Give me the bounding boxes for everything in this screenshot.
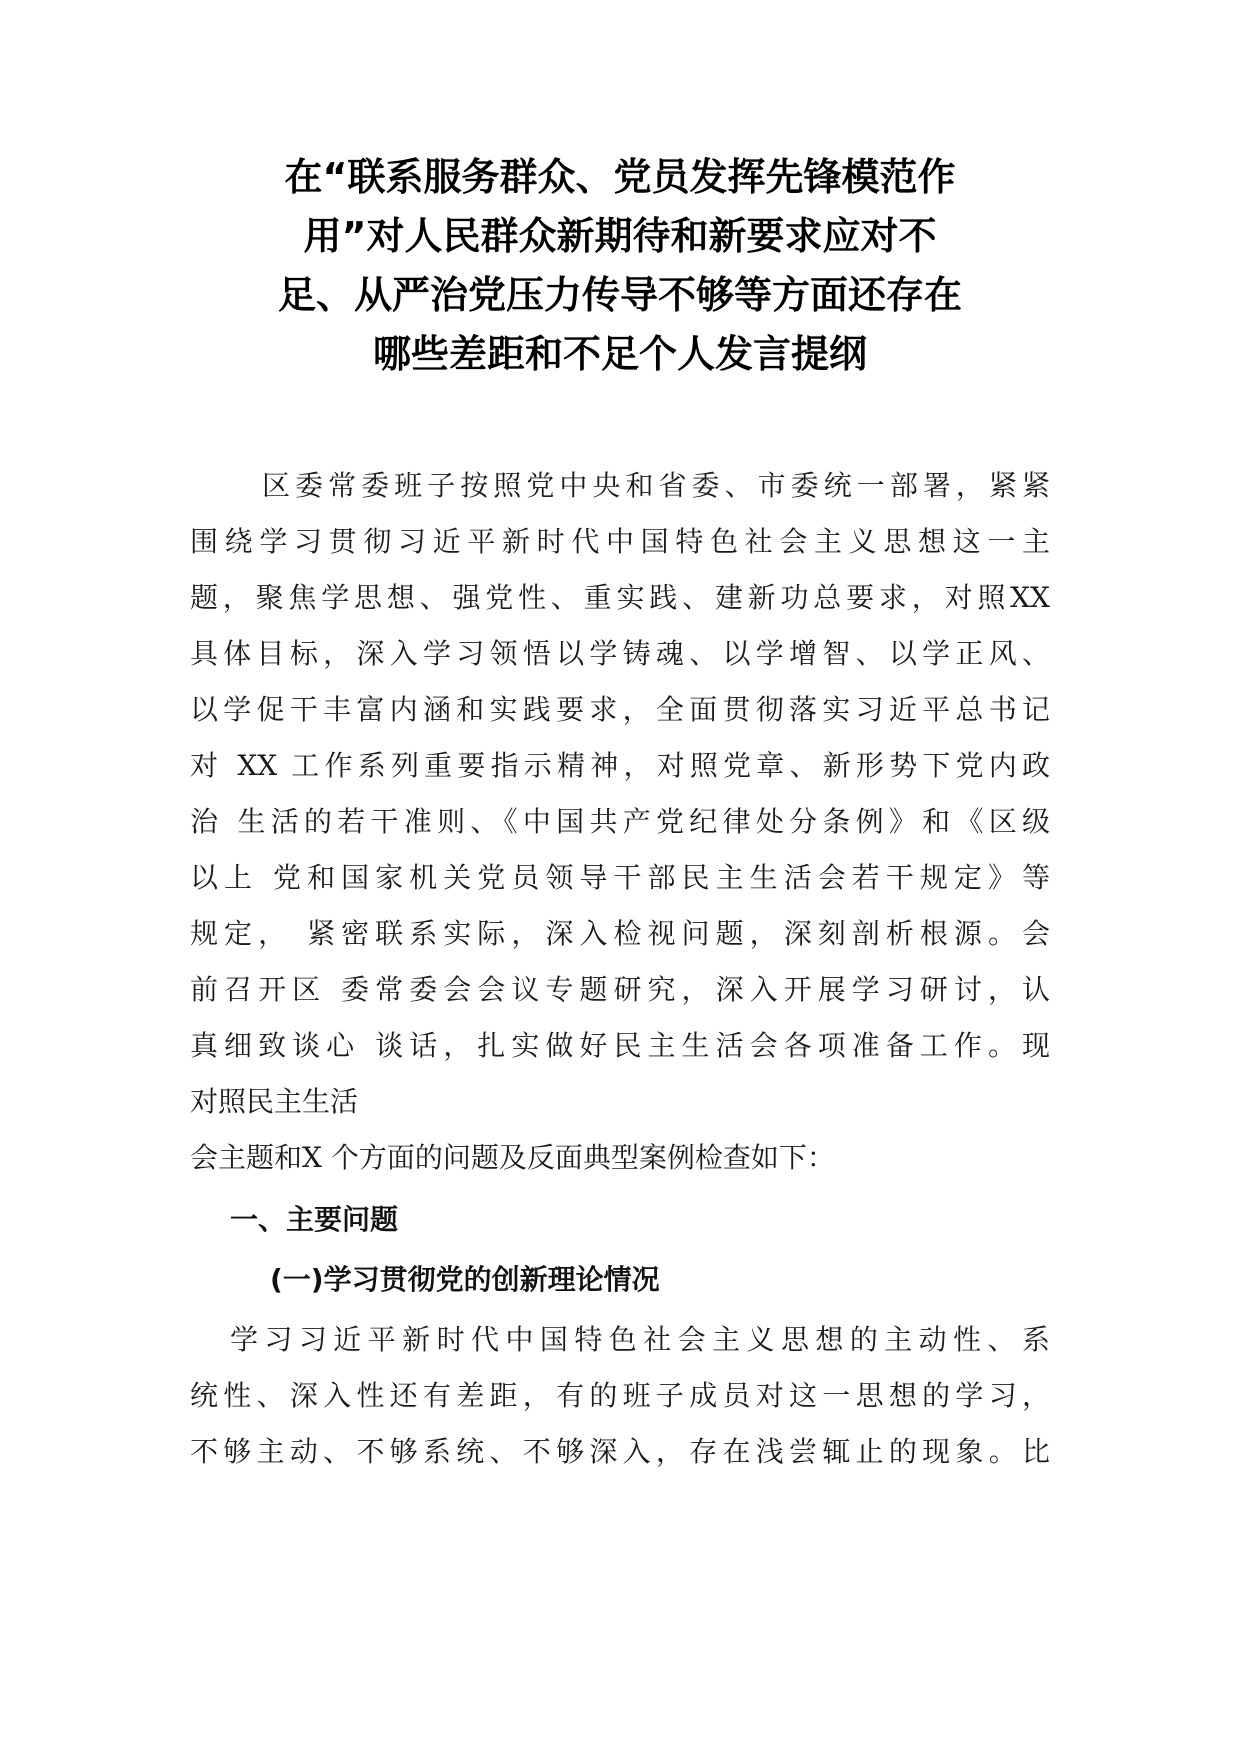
- paragraph-line: 区委常委班子按照党中央和省委、市委统一部署，紧紧: [262, 469, 1050, 502]
- paragraph-line: 对照民主生活: [190, 1085, 359, 1118]
- paragraph-line: 前召开区 委常委会会议专题研究，深入开展学习研讨，认: [190, 973, 1050, 1006]
- paragraph-line: 治 生活的若干准则、《中国共产党纪律处分条例》和《区级: [190, 805, 1050, 838]
- paragraph-line: 以学促干丰富内涵和实践要求，全面贯彻落实习近平总书记: [190, 693, 1050, 726]
- subsection-heading: (一)学习贯彻党的创新理论情况: [270, 1263, 660, 1296]
- title-line: 在“联系服务群众、党员发挥先锋模范作: [284, 155, 956, 199]
- document-title: [190, 148, 1050, 384]
- section-heading: 一、主要问题: [230, 1203, 399, 1236]
- paragraph-line: 会主题和X 个方面的问题及反面典型案例检查如下：: [190, 1141, 835, 1174]
- paragraph-line: 对 XX 工作系列重要指示精神，对照党章、新形势下党内政: [190, 749, 1050, 782]
- paragraph-line: 以上 党和国家机关党员领导干部民主生活会若干规定》等: [190, 861, 1050, 894]
- paragraph-line: 题，聚焦学思想、强党性、重实践、建新功总要求，对照XX: [190, 581, 1050, 614]
- paragraph-line: 围绕学习贯彻习近平新时代中国特色社会主义思想这一主: [190, 525, 1050, 558]
- paragraph-line: 真细致谈心 谈话，扎实做好民主生活会各项准备工作。现: [190, 1029, 1050, 1062]
- intro-paragraph: [190, 458, 1050, 1186]
- title-line: 哪些差距和不足个人发言提纲: [372, 332, 867, 376]
- paragraph-line: 不够主动、不够系统、不够深入，存在浅尝辄止的现象。比: [190, 1435, 1050, 1468]
- paragraph-line: 规定， 紧密联系实际，深入检视问题，深刻剖析根源。会: [190, 917, 1050, 950]
- title-line: 用”对人民群众新期待和新要求应对不: [303, 214, 937, 258]
- subsection-paragraph: [190, 1312, 1050, 1480]
- paragraph-line: 统性、深入性还有差距，有的班子成员对这一思想的学习，: [190, 1379, 1050, 1412]
- paragraph-line: 学习习近平新时代中国特色社会主义思想的主动性、系: [230, 1323, 1050, 1356]
- paragraph-line: 具体目标，深入学习领悟以学铸魂、以学增智、以学正风、: [190, 637, 1050, 670]
- title-line: 足、从严治党压力传导不够等方面还存在: [277, 273, 962, 317]
